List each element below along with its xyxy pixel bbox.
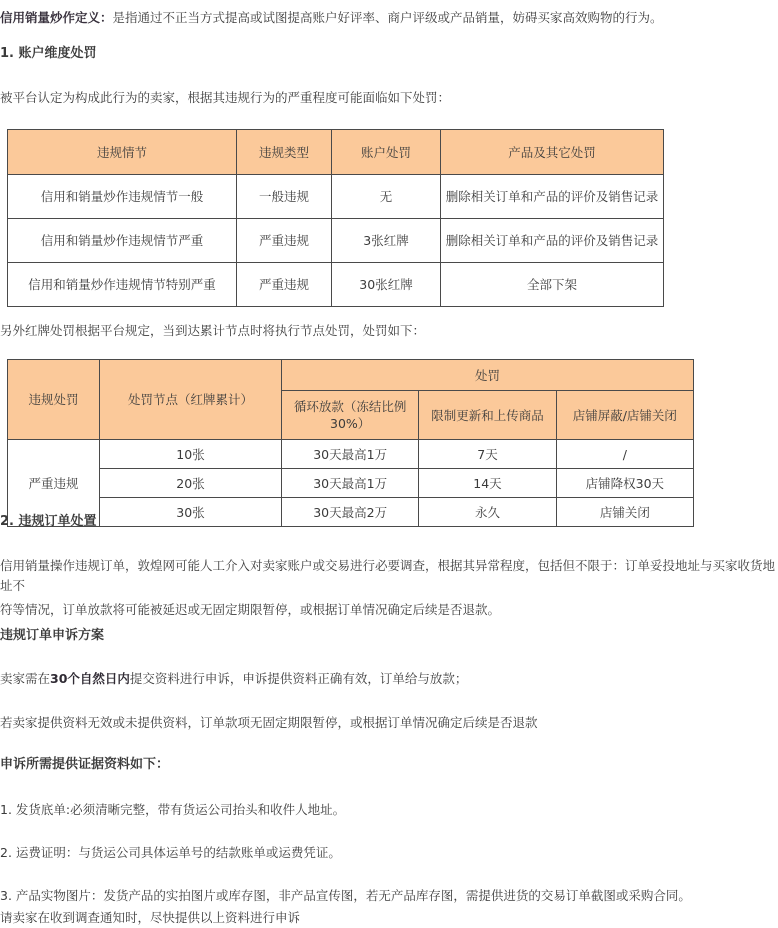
cell-violation-detail: 信用和销量炒作违规情节一般 bbox=[8, 175, 237, 219]
col-header-violation-type: 违规类型 bbox=[237, 130, 332, 175]
cell-penalty-node: 30张 bbox=[100, 498, 282, 527]
cell-penalty-node: 10张 bbox=[100, 440, 282, 469]
evidence-list-item: 3. 产品实物图片：发货产品的实拍图片或库存图，非产品宣传图，若无产品库存图，需提供进货的交易订单截图或采购合同。 bbox=[0, 888, 691, 903]
cell-shop-block-close: 店铺降权30天 bbox=[556, 469, 693, 498]
table-redcard-header-row-top bbox=[8, 360, 694, 391]
cell-violation-detail: 信用和销量炒作违规情节严重 bbox=[8, 219, 237, 263]
col-header-account-penalty: 账户处罚 bbox=[332, 130, 441, 175]
cell-restrict-upload: 14天 bbox=[419, 469, 556, 498]
appeal-line-1 bbox=[0, 669, 778, 689]
appeal-line-1-pre: 卖家需在 bbox=[0, 671, 51, 686]
table-account-header-row bbox=[8, 130, 664, 175]
table-row bbox=[8, 175, 664, 219]
intro-line bbox=[0, 8, 778, 28]
cell-rolling-payment: 30天最高1万 bbox=[282, 440, 419, 469]
evidence-item-3-wrap bbox=[0, 886, 778, 906]
section-1-heading: 1. 账户维度处罚 bbox=[0, 46, 97, 61]
appeal-line-2: 若卖家提供资料无效或未提供资料，订单款项无固定期限暂停，或根据订单情况确定后续是否退款 bbox=[0, 715, 538, 730]
evidence-heading: 申诉所需提供证据资料如下： bbox=[0, 757, 170, 772]
cell-violation-type: 严重违规 bbox=[237, 219, 332, 263]
appeal-heading-wrap bbox=[0, 626, 778, 646]
table-account-head bbox=[8, 130, 664, 175]
appeal-line-2-wrap bbox=[0, 713, 778, 733]
table-row bbox=[8, 263, 664, 307]
table-account-wrap bbox=[7, 129, 664, 307]
section-2-heading: 2. 违规订单处置 bbox=[0, 514, 97, 529]
cell-restrict-upload: 7天 bbox=[419, 440, 556, 469]
cell-shop-block-close: / bbox=[556, 440, 693, 469]
evidence-item-1-wrap bbox=[0, 800, 778, 820]
cell-account-penalty: 无 bbox=[332, 175, 441, 219]
evidence-heading-wrap bbox=[0, 755, 778, 775]
intro-label: 信用销量炒作定义： bbox=[0, 10, 113, 25]
cell-account-penalty: 3张红牌 bbox=[332, 219, 441, 263]
section-1-lead: 被平台认定为构成此行为的卖家，根据其违规行为的严重程度可能面临如下处罚： bbox=[0, 90, 451, 105]
col-header-violation-detail: 违规情节 bbox=[8, 130, 237, 175]
cell-violation-type: 严重违规 bbox=[237, 263, 332, 307]
col-header-violation-penalty: 违规处罚 bbox=[8, 360, 100, 440]
table-redcard-head bbox=[8, 360, 694, 440]
intro-text: 是指通过不正当方式提高或试图提高账户好评率、商户评级或产品销量，妨碍买家高效购物的行为。 bbox=[112, 10, 663, 25]
evidence-item-2-wrap bbox=[0, 843, 778, 863]
table-row bbox=[8, 469, 694, 498]
evidence-footer: 请卖家在收到调查通知时，尽快提供以上资料进行申诉 bbox=[0, 910, 301, 925]
table-account-penalties bbox=[7, 129, 664, 307]
cell-account-penalty: 30张红牌 bbox=[332, 263, 441, 307]
section-1-lead-wrap bbox=[0, 88, 778, 108]
table-row bbox=[8, 440, 694, 469]
section-1-heading-wrap bbox=[0, 44, 778, 64]
table-redcard-wrap bbox=[7, 359, 694, 527]
evidence-list-item: 2. 运费证明：与货运公司具体运单号的结款账单或运费凭证。 bbox=[0, 845, 341, 860]
redcard-note: 另外红牌处罚根据平台规定，当到达累计节点时将执行节点处罚，处罚如下： bbox=[0, 323, 426, 338]
cell-shop-block-close: 店铺关闭 bbox=[556, 498, 693, 527]
appeal-line-1-bold: 30个自然日内 bbox=[50, 671, 130, 686]
cell-severity-label: 严重违规 bbox=[8, 440, 100, 527]
section-2-paragraph-line-1: 信用销量操作违规订单，敦煌网可能人工介入对卖家账户或交易进行必要调查，根据其异常程度，包括但不限于：订单妥投地址与买家收货地址不 bbox=[0, 558, 776, 593]
cell-product-other-penalty: 删除相关订单和产品的评价及销售记录 bbox=[441, 219, 664, 263]
section-2-heading-wrap bbox=[0, 512, 778, 532]
table-account-body bbox=[8, 175, 664, 307]
col-header-restrict-upload: 限制更新和上传商品 bbox=[419, 391, 556, 440]
section-2-paragraph-wrap bbox=[0, 556, 778, 620]
cell-penalty-node: 20张 bbox=[100, 469, 282, 498]
col-header-shop-block-close: 店铺屏蔽/店铺关闭 bbox=[556, 391, 693, 440]
redcard-note-wrap bbox=[0, 321, 778, 341]
cell-restrict-upload: 永久 bbox=[419, 498, 556, 527]
table-row bbox=[8, 219, 664, 263]
appeal-line-1-post: 提交资料进行申诉，申诉提供资料正确有效，订单给与放款； bbox=[129, 671, 468, 686]
cell-rolling-payment: 30天最高2万 bbox=[282, 498, 419, 527]
col-header-rolling-payment: 循环放款（冻结比例30%） bbox=[282, 391, 419, 440]
cell-rolling-payment: 30天最高1万 bbox=[282, 469, 419, 498]
intro-definition bbox=[0, 8, 778, 28]
cell-product-other-penalty: 删除相关订单和产品的评价及销售记录 bbox=[441, 175, 664, 219]
cell-violation-type: 一般违规 bbox=[237, 175, 332, 219]
cell-product-other-penalty: 全部下架 bbox=[441, 263, 664, 307]
cell-violation-detail: 信用和销量炒作违规情节特别严重 bbox=[8, 263, 237, 307]
table-redcard-nodes bbox=[7, 359, 694, 527]
section-2-paragraph-line-2: 符等情况，订单放款将可能被延迟或无固定期限暂停，或根据订单情况确定后续是否退款。 bbox=[0, 602, 501, 617]
col-header-product-other-penalty: 产品及其它处罚 bbox=[441, 130, 664, 175]
appeal-line-1-wrap bbox=[0, 669, 778, 689]
evidence-list-item: 1. 发货底单:必须清晰完整，带有货运公司抬头和收件人地址。 bbox=[0, 802, 346, 817]
col-group-header-penalty: 处罚 bbox=[282, 360, 694, 391]
evidence-footer-wrap bbox=[0, 908, 778, 928]
appeal-heading: 违规订单申诉方案 bbox=[0, 628, 105, 643]
col-header-penalty-node: 处罚节点（红牌累计） bbox=[100, 360, 282, 440]
